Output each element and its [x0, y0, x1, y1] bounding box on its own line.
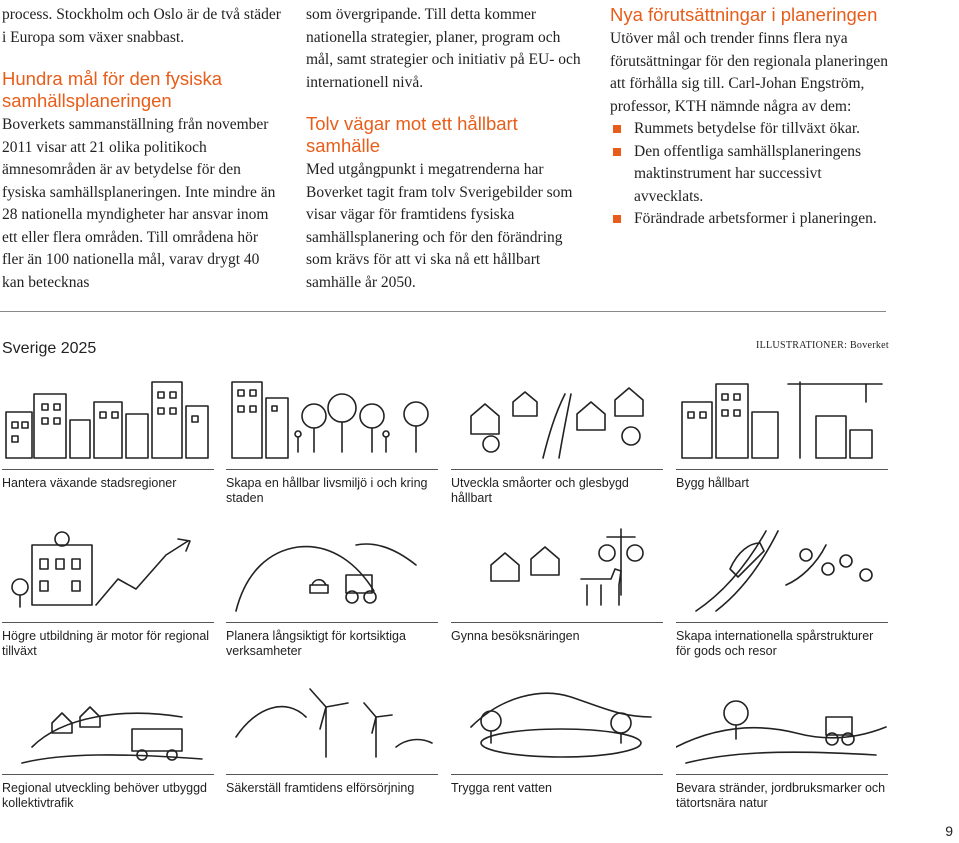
caption: Planera långsiktigt för kortsiktiga verksamheter	[226, 622, 438, 659]
bus-train-illustration	[2, 677, 214, 764]
caption: Bevara stränder, jordbruksmarker och tätortsnära natur	[676, 774, 888, 811]
bullet-square-icon	[613, 148, 621, 156]
caption: Skapa en hållbar livsmiljö i och kring staden	[226, 469, 438, 506]
bullet-square-icon	[613, 125, 621, 133]
caption: Hantera växande stadsregioner	[2, 469, 214, 491]
train-rails-illustration	[676, 525, 888, 612]
text-column-3	[610, 4, 892, 231]
caption: Skapa internationella spårstrukturer för gods och resor	[676, 622, 888, 659]
col2-intro: som övergripande. Till detta kommer nationella strategier, planer, program och mål, samt strategier och initiativ på EU- och internationell nivå.	[306, 6, 581, 91]
page-number: 9	[945, 823, 953, 839]
bullet-item: Den offentliga samhällsplaneringens maktinstrument har successivt avvecklats.	[610, 141, 892, 209]
col1-body: Boverkets sammanställning från november 2011 visar att 21 olika politikoch ämnesområden är av betydelse för den fysiska samhällsplaneringen. Inte mindre än 28 nationella myndigheter har ansvar inom ett eller flera områden. Till områdena hör fler än 100 nationella mål, varav drygt 40 kan betecknas	[2, 116, 276, 291]
quarry-tractor-illustration	[226, 525, 438, 612]
village-road-illustration	[451, 372, 663, 459]
col1-heading: Hundra mål för den fysiska samhällsplaneringen	[2, 68, 223, 111]
city-trees-people-illustration	[226, 372, 438, 459]
city-buildings-illustration	[2, 372, 214, 459]
caption: Gynna besöksnäringen	[451, 622, 663, 644]
col3-bullet-list	[610, 118, 892, 231]
col3-body: Utöver mål och trender finns flera nya förutsättningar för den regionala planeringen att förhålla sig till. Carl-Johan Engström, professor, KTH nämnde några av dem:	[610, 30, 889, 115]
dala-horse-houses-illustration	[451, 525, 663, 612]
caption: Utveckla småorter och glesbygd hållbart	[451, 469, 663, 506]
col2-body: Med utgångpunkt i megatrenderna har Boverket tagit fram tolv Sverigebilder som visar vägar för framtidens fysiska samhällsplanering och för den förändring som krävs för att vi ska nå ett hållbart samhälle år 2050.	[306, 161, 573, 291]
caption: Högre utbildning är motor för regional tillväxt	[2, 622, 214, 659]
section-title: Sverige 2025	[2, 340, 97, 357]
caption: Regional utveckling behöver utbyggd kollektivtrafik	[2, 774, 214, 811]
illustration-credit: ILLUSTRATIONER: Boverket	[755, 340, 889, 351]
bullet-square-icon	[613, 215, 621, 223]
text-column-2	[306, 4, 584, 294]
wind-power-illustration	[226, 677, 438, 764]
caption: Säkerställ framtidens elförsörjning	[226, 774, 438, 796]
col1-intro: process. Stockholm och Oslo är de två städer i Europa som växer snabbast.	[2, 6, 281, 46]
col3-heading: Nya förutsättningar i planeringen	[610, 4, 878, 25]
shore-farmland-illustration	[676, 677, 888, 764]
bullet-item: Förändrade arbetsformer i planeringen.	[610, 208, 892, 231]
section-divider	[0, 311, 886, 312]
university-growth-arrow-illustration	[2, 525, 214, 612]
water-lake-illustration	[451, 677, 663, 764]
text-column-1	[2, 4, 282, 294]
caption: Bygg hållbart	[676, 469, 888, 491]
caption: Trygga rent vatten	[451, 774, 663, 796]
construction-crane-illustration	[676, 372, 888, 459]
bullet-item: Rummets betydelse för tillväxt ökar.	[610, 118, 892, 141]
col2-heading: Tolv vägar mot ett hållbart samhälle	[306, 113, 518, 156]
